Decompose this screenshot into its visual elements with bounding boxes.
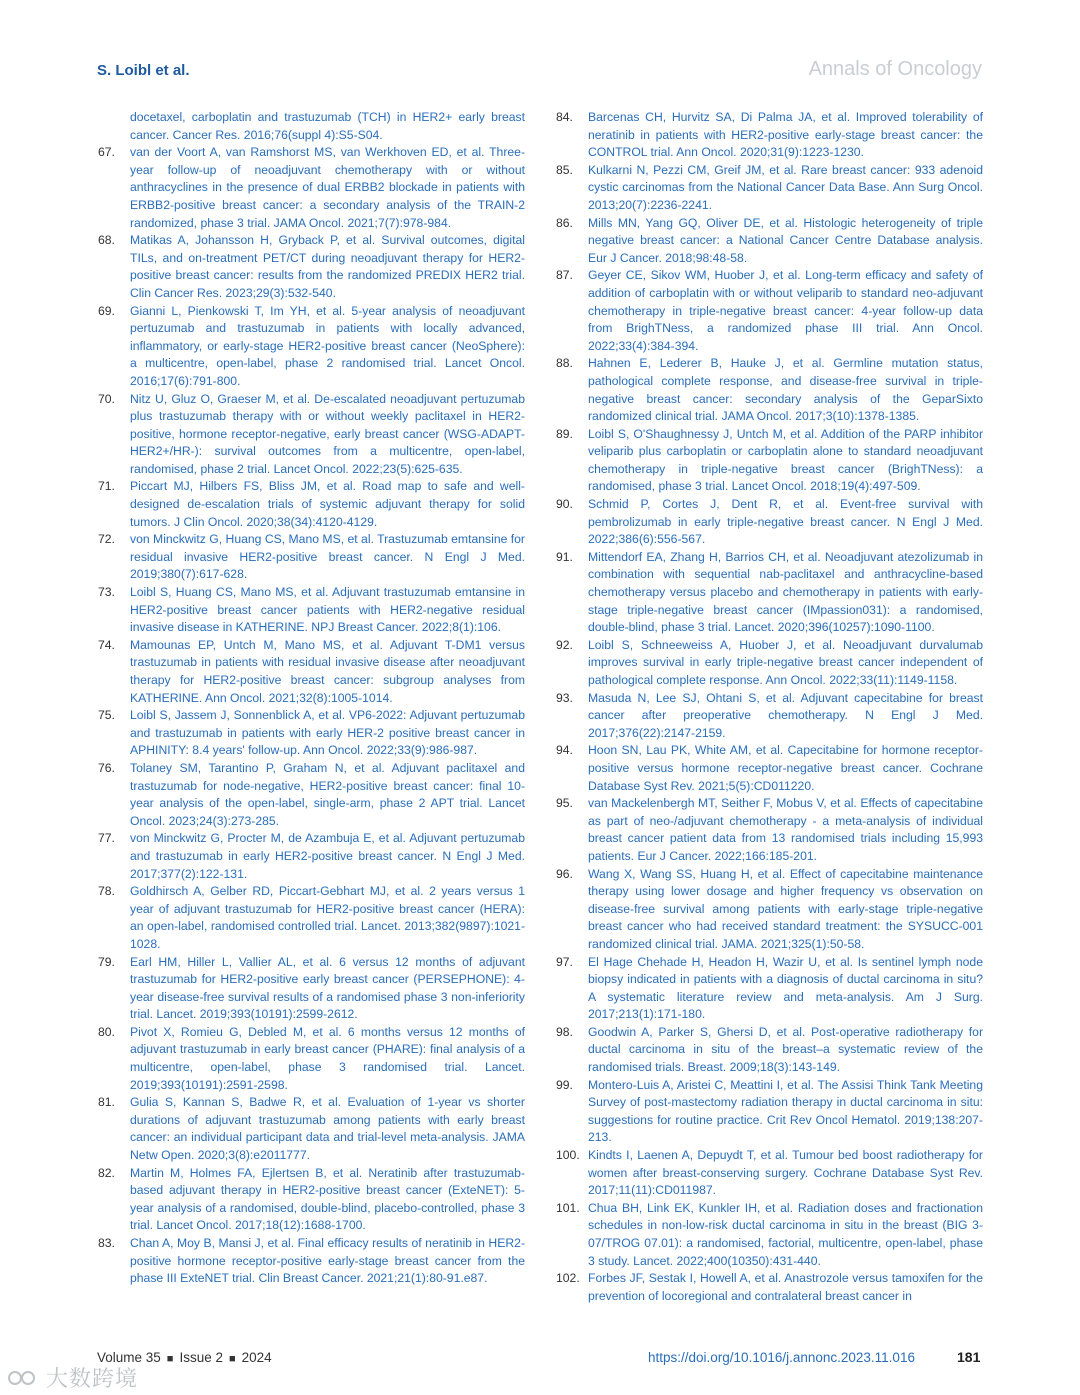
- reference-item: [556, 690, 983, 743]
- reference-item: [98, 109, 525, 144]
- reference-number: 94.: [556, 743, 573, 758]
- reference-text[interactable]: Chua BH, Link EK, Kunkler IH, et al. Radiation doses and fractionation schedules in non-low-risk ductal carcinoma in situ in the breast (BIG 3-07/TROG 07.01): a randomised, factorial, multicentre, open-label, phase 3 study. Lancet. 2022;400(10350):431-440.: [588, 1200, 983, 1268]
- reference-number: 86.: [556, 215, 573, 230]
- reference-text[interactable]: Loibl S, Huang CS, Mano MS, et al. Adjuvant trastuzumab emtansine in HER2-positive breast cancer patients with HER2-negative residual invasive disease in KATHERINE. NPJ Breast Cancer. 2022;8(1):106.: [130, 585, 525, 635]
- reference-item: [98, 144, 525, 232]
- reference-item: [556, 355, 983, 425]
- reference-number: 88.: [556, 356, 573, 371]
- reference-text[interactable]: docetaxel, carboplatin and trastuzumab (TCH) in HER2+ early breast cancer. Cancer Res. 2016;76(suppl 4):S5-S04.: [130, 110, 525, 142]
- reference-number: 79.: [98, 954, 115, 969]
- reference-number: 85.: [556, 162, 573, 177]
- reference-item: [98, 760, 525, 830]
- reference-item: [98, 707, 525, 760]
- reference-number: [98, 109, 130, 144]
- reference-number: 80.: [98, 1024, 115, 1039]
- reference-number: 96.: [556, 866, 573, 881]
- reference-text[interactable]: Wang X, Wang SS, Huang H, et al. Effect of capecitabine maintenance therapy using lower dosage and higher frequency vs observation on disease-free survival among patients with early-stage triple-negative breast cancer who had received standard treatment: the SYSUCC-001 randomized clinical trial. JAMA. 2021;325(1):50-58.: [588, 866, 983, 951]
- reference-number: 97.: [556, 954, 573, 969]
- reference-text[interactable]: Geyer CE, Sikov WM, Huober J, et al. Long-term efficacy and safety of addition of carboplatin with or without veliparib to standard neo-adjuvant chemotherapy in triple-negative breast cancer: 4-year follow-up data from BrighTNess, a randomized phase III trial. Ann Oncol. 2022;33(4):384-394.: [588, 268, 983, 353]
- running-header-journal: Annals of Oncology: [808, 58, 982, 80]
- reference-text[interactable]: Tolaney SM, Tarantino P, Graham N, et al. Adjuvant paclitaxel and trastuzumab for node-negative, HER2-positive breast cancer: final 10-year analysis of the open-label, single-arm, phase 2 APT trial. Lancet Oncol. 2023;24(3):273-285.: [130, 760, 525, 828]
- reference-text[interactable]: Gianni L, Pienkowski T, Im YH, et al. 5-year analysis of neoadjuvant pertuzumab and trastuzumab in patients with locally advanced, inflammatory, or early-stage HER2-positive breast cancer (NeoSphere): a multicentre, open-label, phase 2 randomised trial. Lancet Oncol. 2016;17(6):791-800.: [130, 303, 525, 388]
- reference-item: [556, 496, 983, 549]
- reference-text[interactable]: Kindts I, Laenen A, Depuydt T, et al. Tumour bed boost radiotherapy for women after breast-conserving surgery. Cochrane Database Syst Rev. 2017;11(11):CD011987.: [588, 1148, 983, 1198]
- reference-text[interactable]: Masuda N, Lee SJ, Ohtani S, et al. Adjuvant capecitabine for breast cancer after preoperative chemotherapy. N Engl J Med. 2017;376(22):2147-2159.: [588, 690, 983, 740]
- reference-number: 76.: [98, 760, 115, 775]
- reference-item: [556, 637, 983, 690]
- reference-number: 92.: [556, 637, 573, 652]
- reference-number: 74.: [98, 637, 115, 652]
- reference-number: 95.: [556, 796, 573, 811]
- reference-number: 83.: [98, 1236, 115, 1250]
- reference-number: 72.: [98, 532, 115, 547]
- reference-item: [98, 1165, 525, 1235]
- reference-text[interactable]: Chan A, Moy B, Mansi J, et al. Final efficacy results of neratinib in HER2-positive hormone receptor-positive early-stage breast cancer from the phase III ExteNET trial. Clin Breast Cancer. 2021;21(1):80-91.e87.: [130, 1236, 525, 1286]
- reference-item: [556, 267, 983, 355]
- watermark-text: 大数跨境: [46, 1366, 139, 1391]
- reference-item: [556, 549, 983, 637]
- reference-number: 75.: [98, 708, 115, 723]
- reference-number: 81.: [98, 1095, 115, 1110]
- reference-number: 77.: [98, 831, 115, 846]
- footer-year: 2024: [241, 1350, 272, 1365]
- reference-text[interactable]: Piccart MJ, Hilbers FS, Bliss JM, et al. Road map to safe and well-designed de-escalation trials of systemic adjuvant therapy for solid tumors. J Clin Oncol. 2020;38(34):4120-4129.: [130, 479, 525, 529]
- reference-item: [556, 1147, 983, 1200]
- reference-item: [98, 232, 525, 302]
- reference-number: 100.: [556, 1148, 580, 1163]
- footer-volume: Volume 35: [97, 1350, 161, 1365]
- reference-number: 91.: [556, 549, 573, 564]
- reference-number: 98.: [556, 1024, 573, 1039]
- reference-number: 102.: [556, 1271, 580, 1286]
- watermark: [6, 1362, 138, 1393]
- reference-number: 73.: [98, 585, 115, 600]
- reference-item: [98, 830, 525, 883]
- page-number: 181: [957, 1349, 981, 1365]
- reference-item: [556, 426, 983, 496]
- references-left-column: [98, 109, 525, 1288]
- reference-item: [98, 637, 525, 707]
- reference-item: [556, 742, 983, 795]
- reference-text[interactable]: Loibl S, O'Shaughnessy J, Untch M, et al. Addition of the PARP inhibitor veliparib plus carboplatin or carboplatin alone to standard neoadjuvant chemotherapy in triple-negative breast cancer (BrighTNess): a randomised, phase 3 trial. Lancet Oncol. 2018;19(4):497-509.: [588, 426, 983, 494]
- reference-text[interactable]: Earl HM, Hiller L, Vallier AL, et al. 6 versus 12 months of adjuvant trastuzumab for HER2-positive early breast cancer (PERSEPHONE): 4-year disease-free survival results of a randomised phase 3 non-inferiority trial. Lancet. 2019;393(10191):2599-2612.: [130, 954, 525, 1022]
- reference-item: [556, 1024, 983, 1077]
- reference-text[interactable]: Hahnen E, Lederer B, Hauke J, et al. Germline mutation status, pathological complete response, and disease-free survival in triple-negative breast cancer: secondary analysis of the GeparSixto randomized clinical trial. JAMA Oncol. 2017;3(10):1378-1385.: [588, 356, 983, 424]
- reference-text[interactable]: van Mackelenbergh MT, Seither F, Mobus V, et al. Effects of capecitabine as part of neo-/adjuvant chemotherapy - a meta-analysis of individual breast cancer patient data from 13 randomised trials including 15,993 patients. Eur J Cancer. 2022;166:185-201.: [588, 796, 983, 863]
- reference-item: [98, 1024, 525, 1094]
- reference-text[interactable]: Kulkarni N, Pezzi CM, Greif JM, et al. Rare breast cancer: 933 adenoid cystic carcinomas from the National Cancer Data Base. Ann Surg Oncol. 2013;20(7):2236-2241.: [588, 162, 983, 212]
- footer-issue: Issue 2: [179, 1350, 223, 1365]
- reference-item: [556, 215, 983, 268]
- reference-number: 90.: [556, 497, 573, 512]
- reference-text[interactable]: von Minckwitz G, Procter M, de Azambuja E, et al. Adjuvant pertuzumab and trastuzumab in early HER2-positive breast cancer. N Engl J Med. 2017;377(2):122-131.: [130, 831, 525, 881]
- reference-text[interactable]: Forbes JF, Sestak I, Howell A, et al. Anastrozole versus tamoxifen for the prevention of locoregional and contralateral breast cancer in: [588, 1271, 983, 1303]
- reference-number: 69.: [98, 303, 115, 318]
- reference-text[interactable]: Martin M, Holmes FA, Ejlertsen B, et al. Neratinib after trastuzumab-based adjuvant therapy in HER2-positive breast cancer (ExteNET): 5-year analysis of a randomised, double-blind, placebo-controlled, phase 3 trial. Lancet Oncol. 2017;18(12):1688-1700.: [130, 1165, 525, 1233]
- reference-text[interactable]: Mills MN, Yang GQ, Oliver DE, et al. Histologic heterogeneity of triple negative breast cancer: a National Cancer Centre Database analysis. Eur J Cancer. 2018;98:48-58.: [588, 215, 983, 265]
- reference-item: [556, 795, 983, 865]
- reference-item: [98, 1094, 525, 1164]
- reference-text[interactable]: Mittendorf EA, Zhang H, Barrios CH, et al. Neoadjuvant atezolizumab in combination with sequential nab-paclitaxel and anthracycline-based chemotherapy versus placebo and chemotherapy in patients with early-stage triple-negative breast cancer (IMpassion031): a randomised, double-blind, phase 3 trial. Lancet. 2020;396(10257):1090-1100.: [588, 549, 983, 635]
- reference-item: [98, 584, 525, 637]
- reference-number: 101.: [556, 1200, 580, 1215]
- reference-text[interactable]: Barcenas CH, Hurvitz SA, Di Palma JA, et al. Improved tolerability of neratinib in patients with HER2-positive early-stage breast cancer: the CONTROL trial. Ann Oncol. 2020;31(9):1223-1230.: [588, 110, 983, 160]
- footer-doi-link[interactable]: https://doi.org/10.1016/j.annonc.2023.11.016: [648, 1350, 915, 1365]
- reference-item: [556, 866, 983, 954]
- reference-item: [98, 954, 525, 1024]
- reference-text[interactable]: Goldhirsch A, Gelber RD, Piccart-Gebhart MJ, et al. 2 years versus 1 year of adjuvant trastuzumab for HER2-positive breast cancer (HERA): an open-label, randomised controlled trial. Lancet. 2013;382(9897):1021-1028.: [130, 884, 525, 951]
- running-header-author: S. Loibl et al.: [97, 62, 190, 79]
- reference-number: 67.: [98, 145, 115, 160]
- reference-text[interactable]: Hoon SN, Lau PK, White AM, et al. Capecitabine for hormone receptor-positive versus hormone receptor-negative breast cancer. Cochrane Database Syst Rev. 2021;5(5):CD011220.: [588, 743, 983, 793]
- reference-text[interactable]: Mamounas EP, Untch M, Mano MS, et al. Adjuvant T-DM1 versus trastuzumab in patients with residual invasive disease after neoadjuvant therapy for HER2-positive breast cancer: subgroup analyses from KATHERINE. Ann Oncol. 2021;32(8):1005-1014.: [130, 637, 525, 705]
- reference-item: [556, 1270, 983, 1305]
- reference-number: 82.: [98, 1165, 115, 1180]
- reference-item: [556, 1200, 983, 1270]
- reference-item: [98, 1235, 525, 1288]
- reference-item: [98, 391, 525, 479]
- reference-text[interactable]: Loibl S, Schneeweiss A, Huober J, et al. Neoadjuvant durvalumab improves survival in early triple-negative breast cancer independent of pathological complete response. Ann Oncol. 2022;33(11):1149-1158.: [588, 637, 983, 687]
- reference-text[interactable]: Montero-Luis A, Aristei C, Meattini I, et al. The Assisi Think Tank Meeting Survey of post-mastectomy radiation therapy in ductal carcinoma in situ: suggestions for routine practice. Crit Rev Oncol Hematol. 2019;138:207-213.: [588, 1077, 983, 1145]
- footer-separator: ■: [228, 1353, 236, 1365]
- reference-text[interactable]: El Hage Chehade H, Headon H, Wazir U, et al. Is sentinel lymph node biopsy indicated in patients with a diagnosis of ductal carcinoma in situ? A systematic literature review and meta-analysis. Am J Surg. 2017;213(1):171-180.: [588, 954, 983, 1022]
- reference-number: 70.: [98, 391, 115, 406]
- reference-number: 71.: [98, 479, 115, 494]
- reference-number: 93.: [556, 690, 573, 705]
- reference-number: 78.: [98, 884, 115, 899]
- reference-number: 84.: [556, 110, 573, 124]
- reference-text[interactable]: Loibl S, Jassem J, Sonnenblick A, et al. VP6-2022: Adjuvant pertuzumab and trastuzumab in patients with early HER-2 positive breast cancer in APHINITY: 8.4 years' follow-up. Ann Oncol. 2022;33(9):986-987.: [130, 708, 525, 758]
- reference-text[interactable]: Nitz U, Gluz O, Graeser M, et al. De-escalated neoadjuvant pertuzumab plus trastuzumab therapy with or without weekly paclitaxel in HER2-positive, hormone receptor-negative, early breast cancer (WSG-ADAPT-HER2+/HR-): survival outcomes from a multicentre, open-label, randomised, phase 2 trial. Lancet Oncol. 2022;23(5):625-635.: [130, 391, 525, 476]
- reference-text[interactable]: Pivot X, Romieu G, Debled M, et al. 6 months versus 12 months of adjuvant trastuzumab in early breast cancer (PHARE): final analysis of a multicentre, open-label, phase 3 randomised trial. Lancet. 2019;393(10191):2591-2598.: [130, 1024, 525, 1092]
- reference-item: [98, 883, 525, 953]
- reference-item: [98, 531, 525, 584]
- reference-item: [556, 162, 983, 215]
- reference-text[interactable]: Gulia S, Kannan S, Badwe R, et al. Evaluation of 1-year vs shorter durations of adjuvant trastuzumab among patients with early breast cancer: an individual participant data and trial-level meta-analysis. JAMA Netw Open. 2020;3(8):e2011777.: [130, 1095, 525, 1163]
- reference-text[interactable]: von Minckwitz G, Huang CS, Mano MS, et al. Trastuzumab emtansine for residual invasive HER2-positive breast cancer. N Engl J Med. 2019;380(7):617-628.: [130, 532, 525, 582]
- references-right-column: [556, 109, 983, 1305]
- reference-item: [98, 478, 525, 531]
- reference-number: 87.: [556, 268, 573, 283]
- footer-separator: ■: [166, 1353, 174, 1365]
- reference-number: 99.: [556, 1077, 573, 1092]
- reference-item: [556, 1077, 983, 1147]
- reference-item: [556, 109, 983, 162]
- reference-item: [98, 303, 525, 391]
- reference-text[interactable]: van der Voort A, van Ramshorst MS, van Werkhoven ED, et al. Three-year follow-up of neoadjuvant chemotherapy with or without anthracyclines in the presence of dual ERBB2 blockade in patients with ERBB2-positive breast cancer: a secondary analysis of the TRAIN-2 randomized, phase 3 trial. JAMA Oncol. 2021;7(7):978-984.: [130, 145, 525, 230]
- reference-item: [556, 954, 983, 1024]
- reference-number: 89.: [556, 426, 573, 441]
- watermark-logo-icon: [6, 1367, 40, 1389]
- reference-text[interactable]: Schmid P, Cortes J, Dent R, et al. Event-free survival with pembrolizumab in early triple-negative breast cancer. N Engl J Med. 2022;386(6):556-567.: [588, 497, 983, 547]
- reference-text[interactable]: Matikas A, Johansson H, Gryback P, et al. Survival outcomes, digital TILs, and on-treatment PET/CT during neoadjuvant therapy for HER2-positive breast cancer: results from the randomized PREDIX HER2 trial. Clin Cancer Res. 2023;29(3):532-540.: [130, 233, 525, 300]
- reference-number: 68.: [98, 233, 115, 248]
- reference-text[interactable]: Goodwin A, Parker S, Ghersi D, et al. Post-operative radiotherapy for ductal carcinoma in situ of the breast–a systematic review of the randomised trials. Breast. 2009;18(3):143-149.: [588, 1024, 983, 1075]
